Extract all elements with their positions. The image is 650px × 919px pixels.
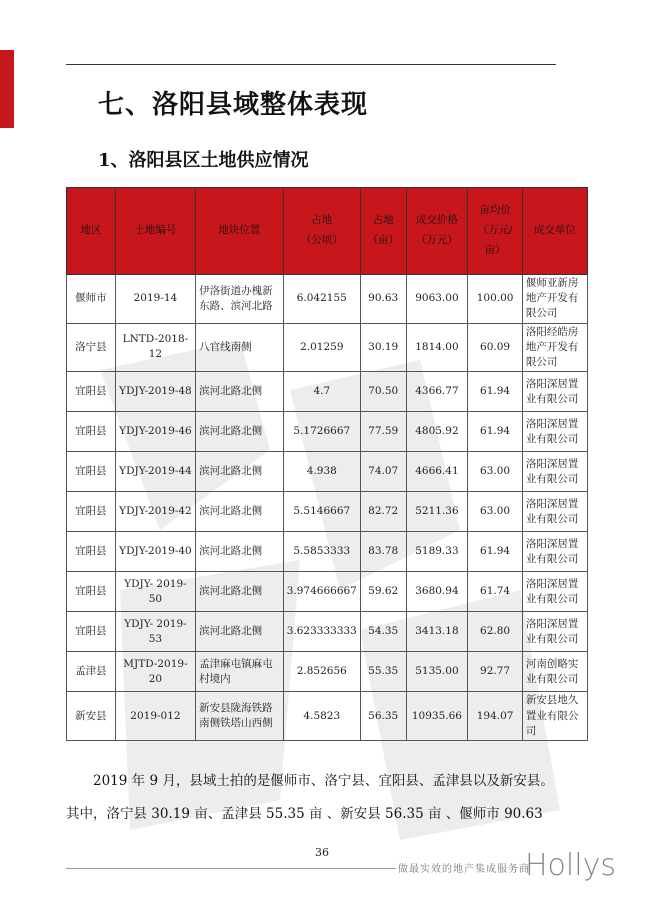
- table-cell: 59.62: [360, 572, 406, 612]
- body-paragraph-1: 2019 年 9 月，县域土拍的是偃师市、洛宁县、宜阳县、孟津县以及新安县。: [93, 773, 554, 789]
- table-cell: 5211.36: [406, 492, 468, 532]
- subsection-title: 1、洛阳县区土地供应情况: [98, 150, 309, 171]
- column-header-line: 土地编号: [134, 224, 177, 237]
- accent-bar: [0, 50, 14, 128]
- table-header-row: [67, 188, 588, 275]
- table-cell: 92.77: [468, 652, 523, 692]
- table-cell: 74.07: [360, 452, 406, 492]
- table-cell: 90.63: [360, 275, 406, 324]
- table-cell: 6.042155: [283, 275, 360, 324]
- table-cell: 宜阳县: [67, 492, 116, 532]
- table-cell: 洛阳深居置业有限公司: [522, 572, 587, 612]
- table-row: [67, 492, 588, 532]
- table-cell: 宜阳县: [67, 572, 116, 612]
- column-header-line: （万元/: [477, 224, 513, 237]
- table-row: [67, 532, 588, 572]
- table-cell: 61.94: [468, 532, 523, 572]
- table-cell: 新安县: [67, 692, 116, 741]
- table-cell: 5.5146667: [283, 492, 360, 532]
- section-title: 七、洛阳县域整体表现: [98, 90, 369, 120]
- column-header-line: 亩）: [484, 243, 506, 256]
- column-header-line: （万元）: [415, 234, 458, 246]
- table-row: [67, 323, 588, 372]
- column-header: [67, 188, 116, 275]
- table-row: [67, 572, 588, 612]
- table-cell: LNTD-2018-12: [115, 323, 195, 372]
- table-cell: YDJY-2019-40: [115, 532, 195, 572]
- table-cell: 滨河北路北侧: [196, 452, 284, 492]
- table-row: [67, 412, 588, 452]
- column-header-line: 占地: [372, 214, 394, 227]
- table-cell: 3680.94: [406, 572, 468, 612]
- column-header: [406, 188, 468, 275]
- table-cell: 滨河北路北侧: [196, 492, 284, 532]
- body-paragraph-2: 其中，洛宁县 30.19 亩、孟津县 55.35 亩 、新安县 56.35 亩 、偃师市 90.63: [66, 806, 543, 822]
- table-cell: 宜阳县: [67, 612, 116, 652]
- table-cell: 滨河北路北侧: [196, 572, 284, 612]
- table-cell: YDJY-2019-42: [115, 492, 195, 532]
- table-cell: 55.35: [360, 652, 406, 692]
- table-cell: 洛阳深居置业有限公司: [522, 452, 587, 492]
- table-cell: 洛阳深居置业有限公司: [522, 372, 587, 412]
- table-cell: 八官线南侧: [196, 323, 284, 372]
- table-cell: 61.94: [468, 412, 523, 452]
- header-rule: [66, 64, 556, 65]
- table-cell: 3.623333333: [283, 612, 360, 652]
- table-cell: 洛阳深居置业有限公司: [522, 492, 587, 532]
- table-cell: 100.00: [468, 275, 523, 324]
- column-header: [522, 188, 587, 275]
- table-row: [67, 652, 588, 692]
- column-header: [283, 188, 360, 275]
- column-header-line: 成交单位: [533, 224, 576, 237]
- table-cell: 宜阳县: [67, 452, 116, 492]
- table-row: [67, 612, 588, 652]
- table-cell: 洛阳经皓房地产开发有限公司: [522, 323, 587, 372]
- column-header: [360, 188, 406, 275]
- table-cell: 滨河北路北侧: [196, 612, 284, 652]
- column-header-line: 地块位置: [218, 224, 261, 237]
- page-number: 36: [315, 846, 329, 859]
- table-cell: 滨河北路北侧: [196, 532, 284, 572]
- column-header: [468, 188, 523, 275]
- table-cell: 63.00: [468, 452, 523, 492]
- table-cell: 3413.18: [406, 612, 468, 652]
- table-cell: 1814.00: [406, 323, 468, 372]
- table-cell: 4805.92: [406, 412, 468, 452]
- table-cell: 宜阳县: [67, 412, 116, 452]
- table-cell: 洛宁县: [67, 323, 116, 372]
- table-cell: 4366.77: [406, 372, 468, 412]
- table-cell: 4.5823: [283, 692, 360, 741]
- table-cell: YDJY- 2019-50: [115, 572, 195, 612]
- column-header-line: 成交价格: [415, 214, 458, 227]
- table-cell: 4.7: [283, 372, 360, 412]
- column-header-line: 亩均价: [479, 204, 511, 217]
- table-cell: 滨河北路北侧: [196, 412, 284, 452]
- table-cell: 2.852656: [283, 652, 360, 692]
- brand-logo: Hollys: [525, 848, 616, 883]
- table-row: [67, 372, 588, 412]
- table-cell: 洛阳深居置业有限公司: [522, 612, 587, 652]
- footer-slogan: 做最实效的地产集成服务商: [398, 864, 530, 875]
- column-header: [196, 188, 284, 275]
- table-cell: 5.5853333: [283, 532, 360, 572]
- table-cell: 9063.00: [406, 275, 468, 324]
- column-header-line: 地区: [80, 224, 102, 237]
- table-cell: 2019-012: [115, 692, 195, 741]
- table-cell: 10935.66: [406, 692, 468, 741]
- column-header-line: 占地: [311, 214, 333, 227]
- table-cell: YDJY-2019-48: [115, 372, 195, 412]
- table-cell: 83.78: [360, 532, 406, 572]
- table-row: [67, 692, 588, 741]
- table-cell: 洛阳深居置业有限公司: [522, 412, 587, 452]
- table-cell: 2019-14: [115, 275, 195, 324]
- table-cell: 新安县陇海铁路南侧铁塔山西侧: [196, 692, 284, 741]
- table-cell: 伊洛街道办槐新东路、滨河北路: [196, 275, 284, 324]
- table-cell: 61.74: [468, 572, 523, 612]
- table-cell: 偃师市: [67, 275, 116, 324]
- table-cell: 宜阳县: [67, 372, 116, 412]
- table-cell: YDJY-2019-46: [115, 412, 195, 452]
- table-cell: 洛阳深居置业有限公司: [522, 532, 587, 572]
- table-cell: 194.07: [468, 692, 523, 741]
- table-cell: 56.35: [360, 692, 406, 741]
- table-cell: 偃师亚新房地产开发有限公司: [522, 275, 587, 324]
- table-cell: 河南创略实业有限公司: [522, 652, 587, 692]
- table-cell: 61.94: [468, 372, 523, 412]
- table-cell: 5.1726667: [283, 412, 360, 452]
- table-cell: 孟津县: [67, 652, 116, 692]
- table-cell: 宜阳县: [67, 532, 116, 572]
- table-cell: 63.00: [468, 492, 523, 532]
- table-cell: 新安县地久置业有限公司: [522, 692, 587, 741]
- table-cell: 4666.41: [406, 452, 468, 492]
- table-cell: 滨河北路北侧: [196, 372, 284, 412]
- table-cell: 82.72: [360, 492, 406, 532]
- column-header-line: （公顷）: [300, 234, 343, 246]
- table-cell: 30.19: [360, 323, 406, 372]
- table-cell: YDJY- 2019-53: [115, 612, 195, 652]
- table-cell: 60.09: [468, 323, 523, 372]
- table-cell: 5135.00: [406, 652, 468, 692]
- land-supply-table: [66, 187, 588, 741]
- column-header-line: （亩）: [367, 234, 399, 246]
- table-cell: 4.938: [283, 452, 360, 492]
- column-header: [115, 188, 195, 275]
- table-cell: YDJY-2019-44: [115, 452, 195, 492]
- table-cell: 5189.33: [406, 532, 468, 572]
- table-cell: MJTD-2019-20: [115, 652, 195, 692]
- table-cell: 孟津麻屯镇麻屯村境内: [196, 652, 284, 692]
- table-cell: 54.35: [360, 612, 406, 652]
- table-cell: 3.974666667: [283, 572, 360, 612]
- footer-rule: [66, 868, 396, 869]
- table-cell: 2.01259: [283, 323, 360, 372]
- table-cell: 77.59: [360, 412, 406, 452]
- table-cell: 70.50: [360, 372, 406, 412]
- table-row: [67, 452, 588, 492]
- table-row: [67, 275, 588, 324]
- table-cell: 62.80: [468, 612, 523, 652]
